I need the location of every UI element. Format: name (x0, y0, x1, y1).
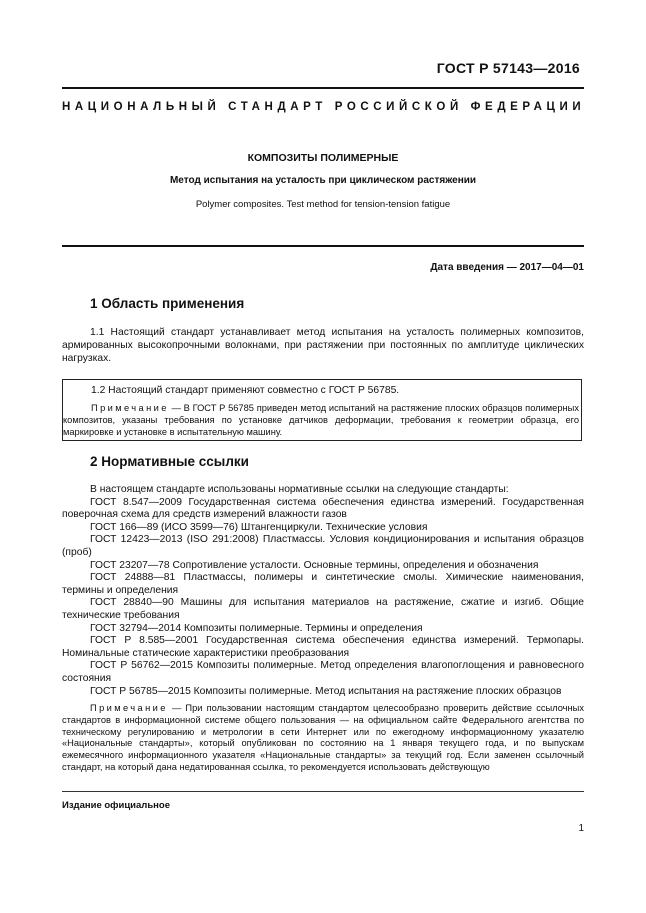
list-item: ГОСТ 12423—2013 (ISO 291:2008) Пластмассы. Условия кондиционирования и испытания образцов (проб) (62, 534, 584, 558)
note-label: Примечание (90, 703, 168, 713)
list-item: В настоящем стандарте использованы нормативные ссылки на следующие стандарты: (90, 484, 509, 495)
list-item: ГОСТ 32794—2014 Композиты полимерные. Термины и определения (90, 622, 423, 634)
clause-1-1: 1.1 Настоящий стандарт устанавливает метод испытания на усталость полимерных композитов, армированных высокопрочными волокнами, при растяжении при постоянных по амплитуде циклических нагрузках. (62, 327, 584, 364)
list-item: ГОСТ 23207—78 Сопротивление усталости. Основные термины, определения и обозначения (90, 559, 539, 571)
title-rule (62, 245, 584, 247)
list-item: ГОСТ 24888—81 Пластмассы, полимеры и синтетические смолы. Химические наименования, термины и определения (62, 572, 584, 596)
normative-references-list (62, 484, 584, 698)
list-item: ГОСТ Р 8.585—2001 Государственная система обеспечения единства измерений. Термопары. Номинальные статические характеристики преобразования (62, 635, 584, 659)
list-item: ГОСТ 166—89 (ИСО 3599—76) Штангенциркули. Технические условия (90, 521, 428, 533)
footer-rule (62, 791, 584, 792)
section-1-heading: 1 Область применения (90, 296, 245, 311)
document-subtitle: Метод испытания на усталость при циклическом растяжении (169, 175, 477, 186)
document-title-english: Polymer composites. Test method for tension-tension fatigue (195, 199, 451, 210)
list-item: ГОСТ 8.547—2009 Государственная система обеспечения единства измерений. Государственная поверочная схема для средств измерений влажности газов (62, 496, 584, 521)
section-2-heading: 2 Нормативные ссылки (90, 454, 249, 469)
section-2-note (62, 703, 584, 774)
national-standard-heading: НАЦИОНАЛЬНЫЙ СТАНДАРТ РОССИЙСКОЙ ФЕДЕРАЦИИ (62, 101, 586, 113)
page-number: 1 (578, 823, 584, 834)
list-item: ГОСТ Р 56762—2015 Композиты полимерные. Метод определения влагопоглощения и равновесного состояния (62, 660, 584, 684)
note-text: — В ГОСТ Р 56785 приведен метод испытаний на растяжение плоских образцов полимерных композитов, указаны требования по установке датчиков деформации, требования к геометрии образца, его маркировке и установке в испытательную машину. (63, 403, 579, 437)
note-label: Примечание (91, 403, 169, 413)
document-title: КОМПОЗИТЫ ПОЛИМЕРНЫЕ (247, 152, 399, 164)
section-1 (90, 296, 244, 311)
intro-date: Дата введения — 2017—04—01 (430, 262, 584, 273)
list-item: ГОСТ Р 56785—2015 Композиты полимерные. Метод испытания на растяжение плоских образцов (90, 685, 562, 697)
section-2 (90, 454, 249, 469)
top-rule (62, 87, 584, 89)
list-item: ГОСТ 28840—90 Машины для испытания материалов на растяжение, сжатие и изгиб. Общие технические требования (62, 597, 584, 621)
clause-1-2-note (63, 402, 581, 438)
clause-1-2: 1.2 Настоящий стандарт применяют совместно с ГОСТ Р 56785. (91, 385, 400, 396)
gost-number: ГОСТ Р 57143—2016 (436, 60, 580, 76)
boxed-clause (62, 379, 582, 441)
note-text: — При пользовании настоящим стандартом целесообразно проверить действие ссылочных стандартов в информационной системе общего пользования — на официальном сайте Федерального агентства по техническому регулированию и метрологии в сети Интернет или по ежегодному информационному указателю «Национальные стандарты», который опубликован по состоянию на 1 января текущего года, и по выпускам ежемесячного информационного указателя «Национальные стандарты» за текущий год. Если заменен ссылочный стандарт, на который дана недатированная ссылка, то рекомендуется использовать действующую (62, 703, 584, 772)
edition-label: Издание официальное (62, 800, 170, 811)
